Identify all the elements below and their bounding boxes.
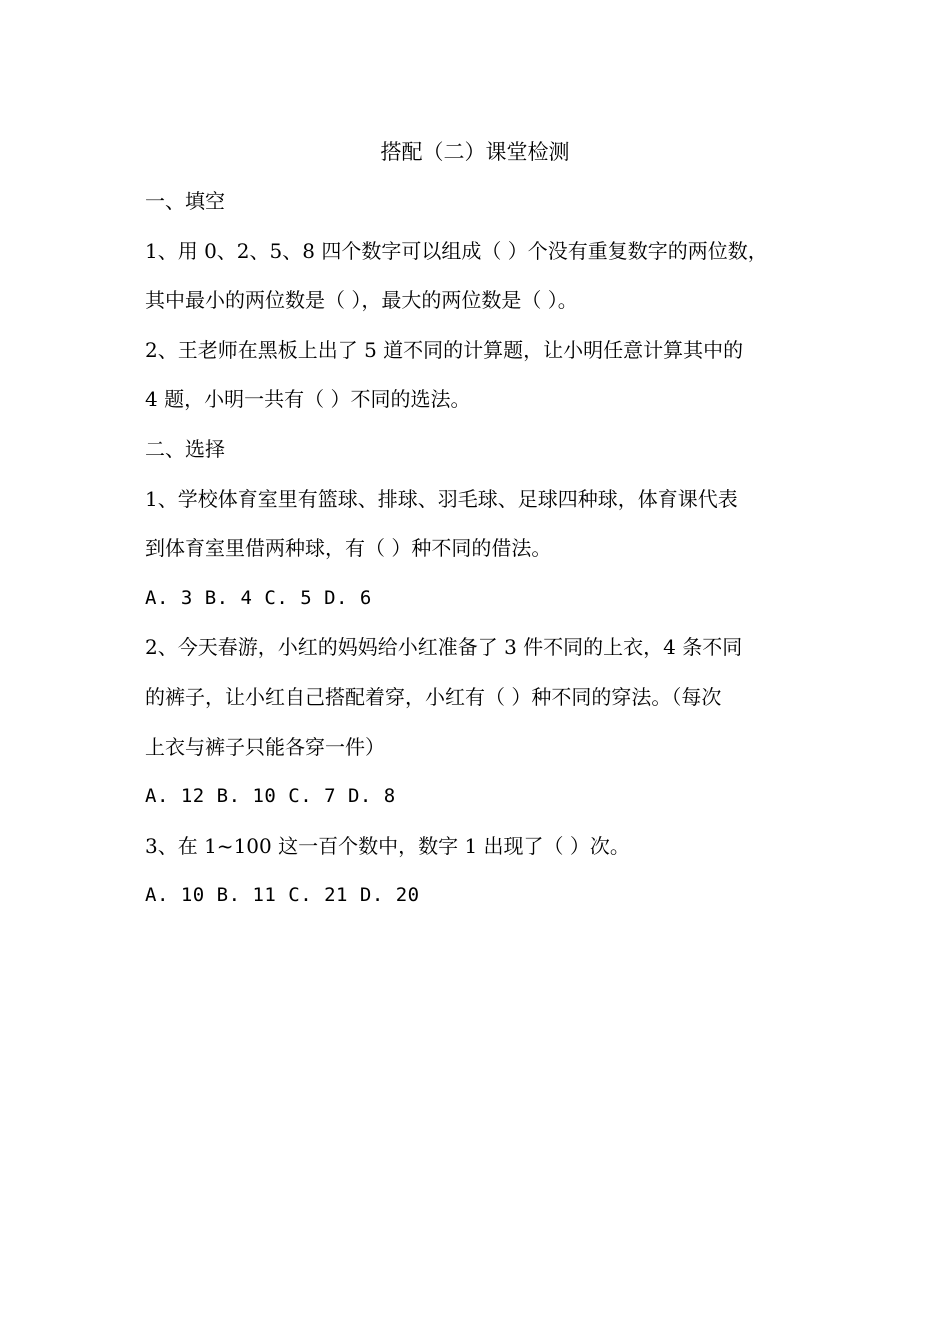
question-text: 2、今天春游，小红的妈妈给小红准备了 3 件不同的上衣，4 条不同: [145, 635, 743, 660]
question-text: 2、王老师在黑板上出了 5 道不同的计算题，让小明任意计算其中的: [145, 337, 744, 362]
section-heading-choice: 二、选择: [145, 436, 225, 461]
document-body: [145, 185, 825, 929]
section-heading-fill-in: 一、填空: [145, 189, 225, 213]
question-text: 1、学校体育室里有篮球、排球、羽毛球、足球四种球，体育课代表: [145, 486, 738, 511]
question-text: 上衣与裤子只能各穿一件）: [145, 734, 385, 759]
page-title: 搭配（二）课堂检测: [380, 140, 570, 164]
question-text: 其中最小的两位数是（ ），最大的两位数是（ ）。: [145, 288, 578, 313]
question-text: 到体育室里借两种球，有（ ）种不同的借法。: [145, 536, 552, 561]
question-text: 4 题，小明一共有（ ）不同的选法。: [145, 387, 471, 412]
answer-options: A. 10 B. 11 C. 21 D. 20: [145, 884, 420, 907]
question-text: 的裤子，让小红自己搭配着穿，小红有（ ）种不同的穿法。（每次: [145, 684, 722, 709]
answer-options: A. 12 B. 10 C. 7 D. 8: [145, 785, 396, 808]
answer-options: A. 3 B. 4 C. 5 D. 6: [145, 586, 372, 609]
question-text: 3、在 1~100 这一百个数中，数字 1 出现了（ ）次。: [145, 833, 630, 858]
question-text: 1、用 0、2、5、8 四个数字可以组成（ ）个没有重复数字的两位数，: [145, 238, 768, 263]
